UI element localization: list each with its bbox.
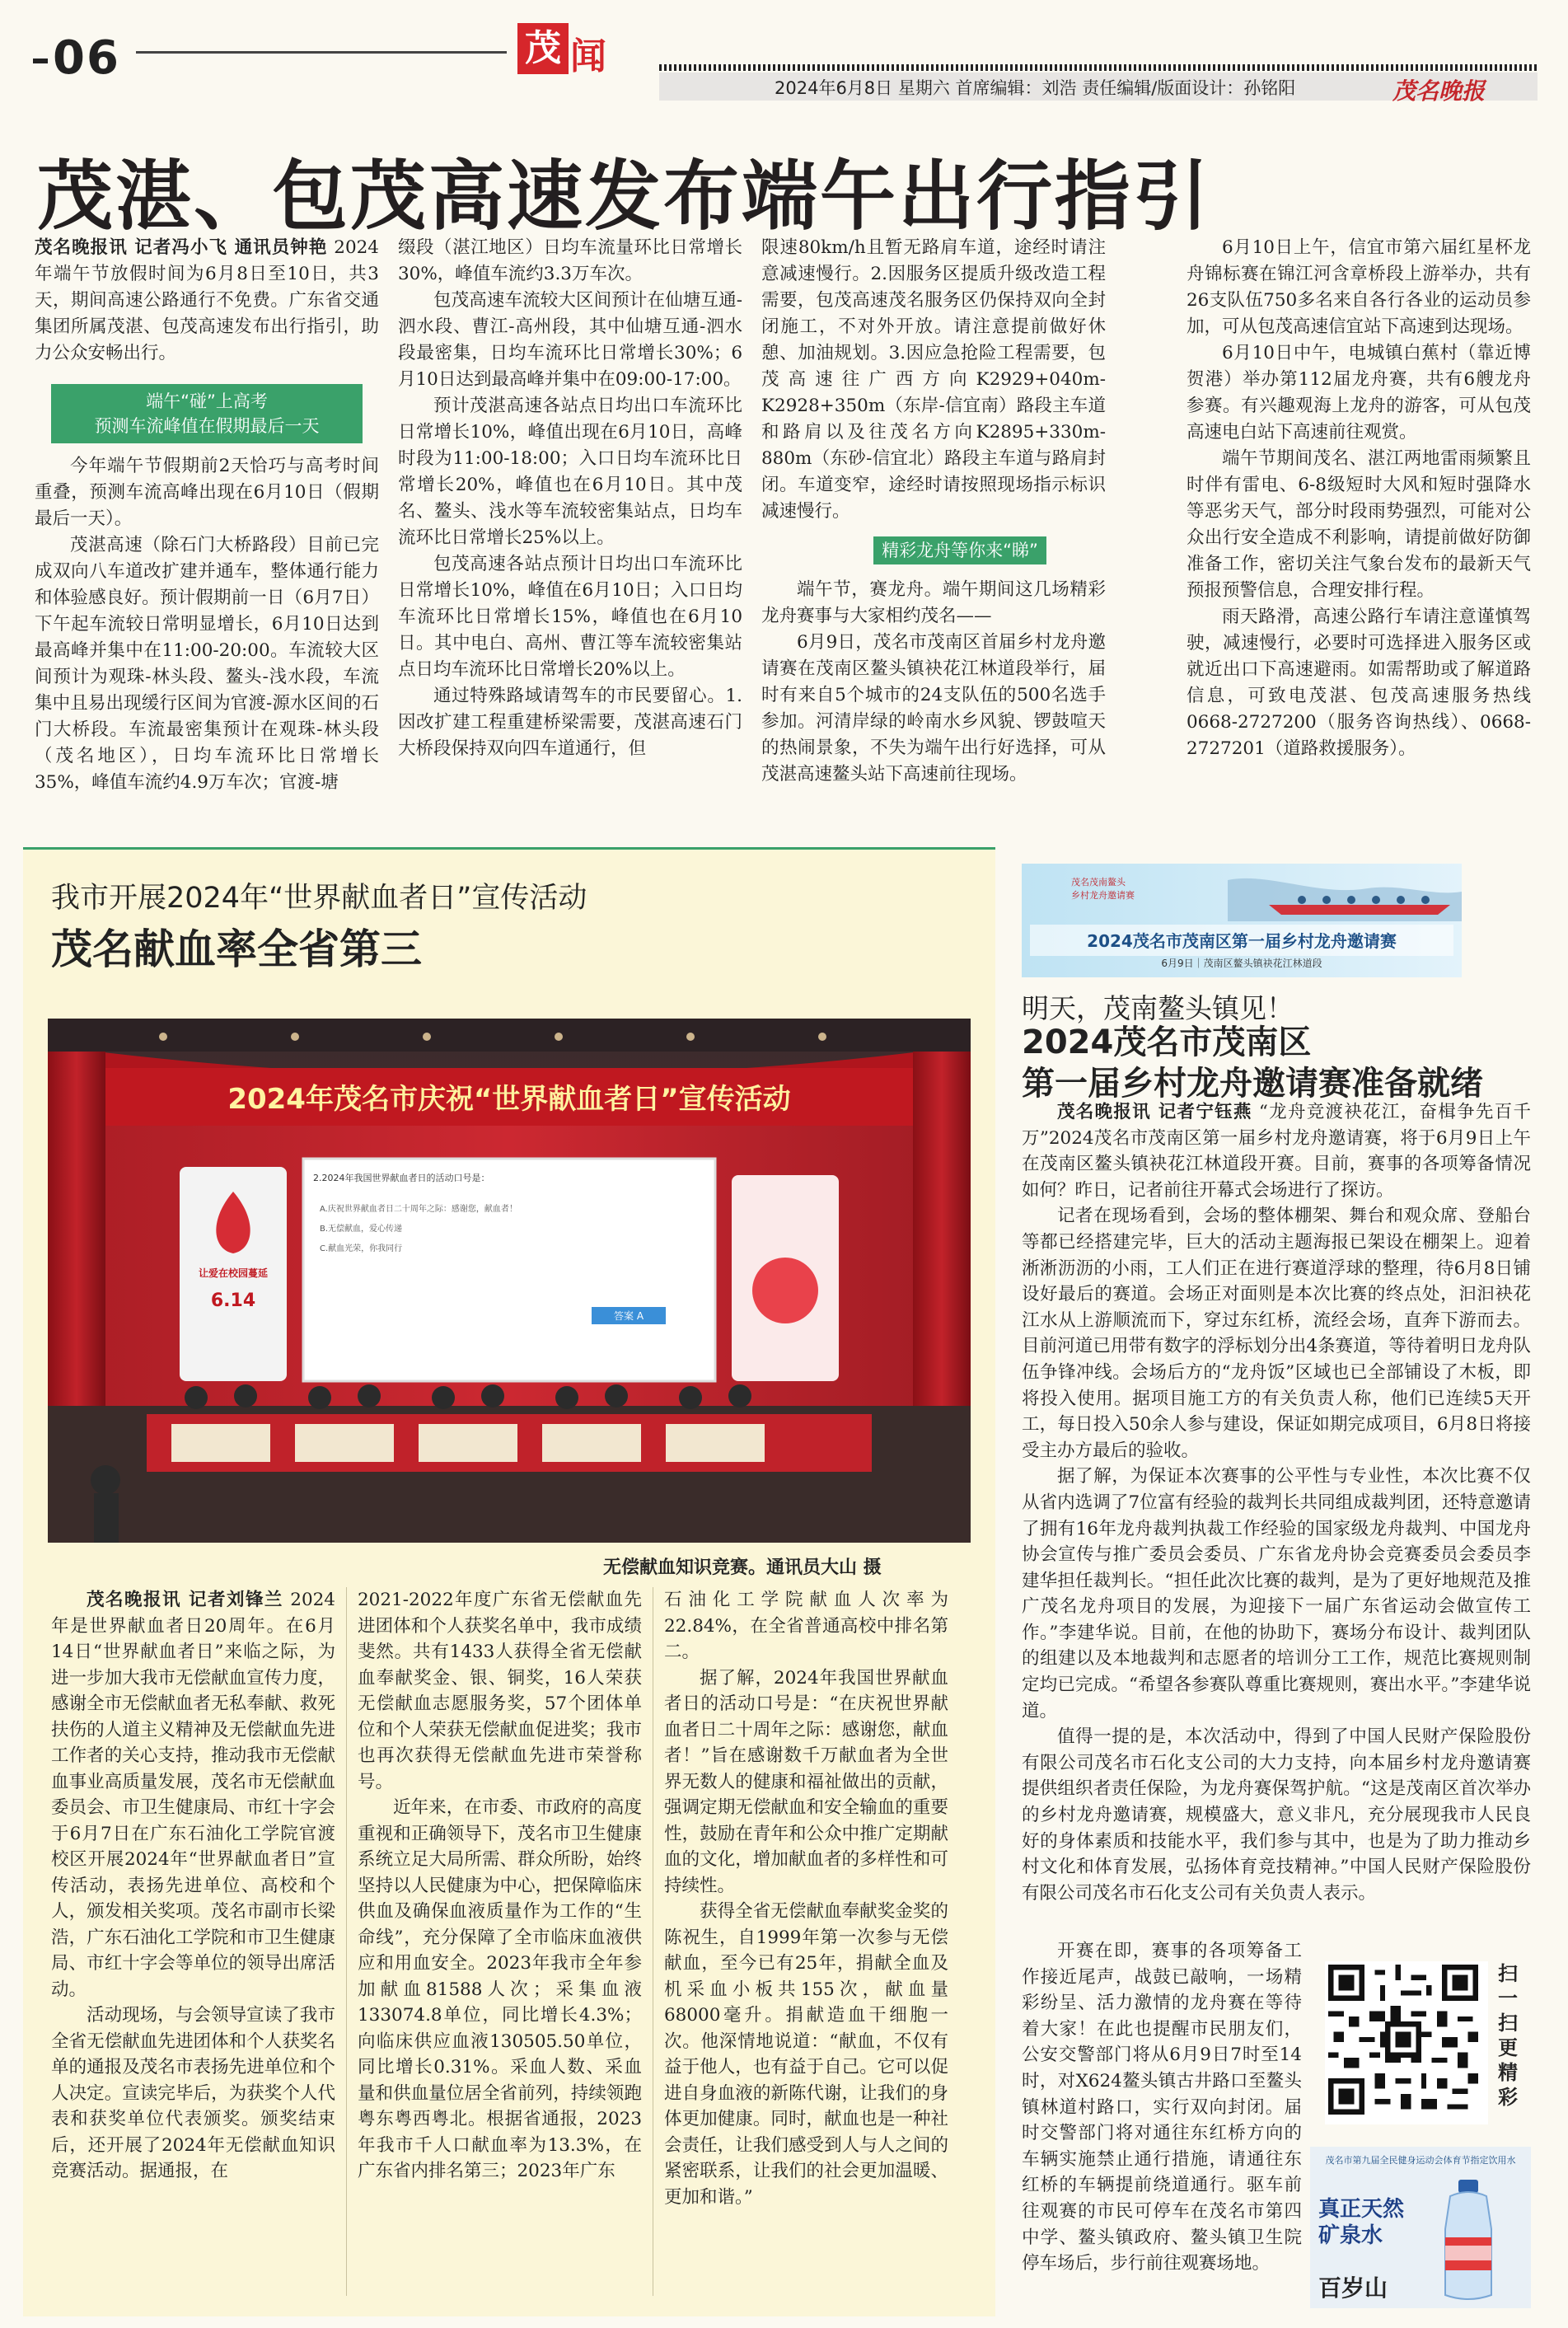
dragon-col-top <box>1022 1099 1531 1906</box>
dragon-subtitle: 明天，茂南鳌头镇见！ <box>1022 992 1294 1024</box>
screen-option: C.献血光荣，你我同行 <box>320 1244 403 1253</box>
paragraph: 包茂高速车流较大区间预计在仙塘互通-泗水段、曹江-高州段，其中仙塘互通-泗水段最密集，日均车流环比日常增长30%；6月10日达到最高峰并集中在09:00-17:00。 <box>398 290 742 390</box>
paragraph: 6月9日，茂名市茂南区首届乡村龙舟邀请赛在茂南区鳌头镇袂花江林道段举行，届时有来自5个城市的24支队伍的500名选手参加。河清岸绿的岭南水乡风貌、锣鼓喧天的热闹景象，不失为端午出行好选择，可从茂湛高速鳌头站下高速前往现场。 <box>761 632 1106 785</box>
paragraph: 2021-2022年度广东省无偿献血先进团体和个人获奖名单中，我市成绩斐然。共有1433人获得全省无偿献血奉献奖金、银、铜奖，16人荣获无偿献血志愿服务奖，57个团体单位和个人荣获无偿献血促进奖；我市也再次获得无偿献血先进市荣誉称号。 <box>358 1590 643 1792</box>
blood-lead: 茂名晚报讯 记者刘锋兰 2024年是世界献血者日20周年。在6月14日“世界献血者日”来临之际，为进一步加大我市无偿献血宣传力度，感谢全市无偿献血者无私奉献、救死扶伤的人道主义精神及无偿献血先进工作者的关心支持，推动我市无偿献血事业高质量发展，茂名市无偿献血委员会、市卫生健康局、市红十字会于6月7日在广东石油化工学院官渡校区开展2024年“世界献血者日”宣传活动，表扬先进单位、高校和个人，颁发相关奖项。茂名市副市长梁浩，广东石油化工学院和市卫生健康局、市红十字会等单位的领导出席活动。 <box>51 1590 335 2000</box>
paragraph: 包茂高速各站点预计日均出口车流环比日常增长10%，峰值在6月10日；入口日均车流环比日常增长15%，峰值也在6月10日。其中电白、高州、曹江等车流较密集站点日均车流环比日常增长20%以上。 <box>398 554 742 680</box>
story1-col3 <box>761 235 1106 525</box>
banner-logo-line1: 茂名茂南鳌头 <box>1071 877 1126 888</box>
paragraph: 限速80km/h且暂无路肩车道，途经时请注意减速慢行。2.因服务区提质升级改造工程需要，包茂高速茂名服务区仍保持双向全封闭施工，不对外开放。请注意提前做好休憩、加油规划。3.因应急抢险工程需要，包茂高速往广西方向K2929+040m-K2928+350m（东岸-信宜南）路段主车道和路肩以及往茂名方向K2895+330m-880m（东砂-信宜北）路段主车道与路肩封闭。车道变窄，途经时请按照现场指示标识减速慢行。 <box>761 237 1106 522</box>
paragraph: 端午节期间茂名、湛江两地雷雨频繁且时伴有雷电、6-8级短时大风和短时强降水等恶劣天气，部分时段雨势强烈，可能对公众出行安全造成不利影响，请提前做好防御准备工作，密切关注气象台发布的最新天气预报预警信息，合理安排行程。 <box>1187 448 1531 601</box>
header-rule <box>136 51 507 54</box>
blood-col3 <box>664 1587 948 2210</box>
dragon-lead: 茂名晚报讯 记者宁钰燕 “龙舟竞渡袂花江，奋楫争先百千万”2024茂名市茂南区第一届乡村龙舟邀请赛，将于6月9日上午在茂南区鳌头镇袂花江林道段开赛。目前，赛事的各项筹备情况如何？昨日，记者前往开幕式会场进行了探访。 <box>1022 1102 1531 1201</box>
blood-col1 <box>51 1587 335 2185</box>
story1-col1b <box>35 453 379 796</box>
ad-brand-text: 百岁山 <box>1318 2274 1388 2302</box>
blood-subtitle: 我市开展2024年“世界献血者日”宣传活动 <box>51 882 587 915</box>
paragraph: 今年端午节假期前2天恰巧与高考时间重叠，预测车流高峰出现在6月10日（假期最后一天）。 <box>35 456 379 529</box>
screen-option: B.无偿献血，爱心传递 <box>320 1225 403 1234</box>
dragon-title-line1: 2024茂名市茂南区 <box>1022 1023 1312 1061</box>
banner-subtitle: 6月9日｜茂南区鳌头镇袂花江林道段 <box>1161 958 1322 969</box>
paragraph: 6月10日中午，电城镇白蕉村（靠近博贺港）举办第112届龙舟赛，共有6艘龙舟参赛。有兴趣观海上龙舟的游客，可从包茂高速电白站下高速前往观赏。 <box>1187 343 1531 443</box>
dragon-title <box>1022 1022 1483 1104</box>
water-bottle-icon <box>1425 2180 1524 2303</box>
story1-subhead2 <box>873 536 1046 564</box>
scan-prompt: 扫一扫更精彩 <box>1498 1962 1518 2109</box>
photo-caption: 无偿献血知识竞赛。通讯员大山 摄 <box>603 1557 882 1578</box>
story1-lead: 茂名晚报讯 记者冯小飞 通讯员钟艳 2024年端午节放假时间为6月8日至10日，共3天，期间高速公路通行不免费。广东省交通集团所属茂湛、包茂高速发布出行指引，助力公众安畅出行。 <box>35 237 379 363</box>
paragraph: 记者在现场看到，会场的整体棚架、舞台和观众席、登船台等都已经搭建完毕，巨大的活动主题海报已架设在棚架上。迎着淅淅沥沥的小雨，工人们正在进行赛道浮球的整理，待6月8日铺设好最后的赛道。会场正对面则是本次比赛的终点处，汩汩袂花江水从上游顺流而下，穿过东红桥，流经会场，直奔下游而去。目前河道已用带有数字的浮标划分出4条赛道，等待着明日龙舟队伍争锋冲线。会场后方的“龙舟饭”区域也已全部铺设了木板，即将投入使用。据项目施工方的有关负责人称，他们已连续5天开工，每日投入50余人参与建设，保证如期完成项目，6月8日将接受主办方最后的验收。 <box>1022 1206 1531 1461</box>
paragraph: 缀段（湛江地区）日均车流量环比日常增长30%，峰值车流约3.3万车次。 <box>398 237 742 284</box>
screen-answer-label <box>592 1307 666 1324</box>
blood-photo <box>48 1019 971 1543</box>
main-headline: 茂湛、包茂高速发布端午出行指引 <box>37 152 1212 241</box>
banner-logo-line2: 乡村龙舟邀请赛 <box>1071 890 1135 901</box>
paragraph: 值得一提的是，本次活动中，得到了中国人民财产保险股份有限公司茂名市石化支公司的大力支持，向本届乡村龙舟邀请赛提供组织者责任保险，为龙舟赛保驾护航。“这是茂南区首次举办的乡村龙舟邀请赛，规模盛大，意义非凡，充分展现我市人民良好的身体素质和技能水平，我们参与其中，也是为了助力推动乡村文化和体育发展，弘扬体育竞技精神。”中国人民财产保险股份有限公司茂名市石化支公司有关负责人表示。 <box>1022 1726 1531 1904</box>
paragraph: 获得全省无偿献血奉献奖金奖的陈祝生，自1999年第一次参与无偿献血，至今已有25年，捐献全血及机采血小板共155次，献血量68000毫升。捐献造血干细胞一次。他深情地说道：“献血，不仅有益于他人，也有益于自己。它可以促进自身血液的新陈代谢，让我们的身体更加健康。同时，献血也是一种社会责任，让我们感受到人与人之间的紧密联系，让我们的社会更加温暖、更加和谐。” <box>664 1901 948 2208</box>
header-info: 2024年6月8日 星期六 首席编辑：刘浩 责任编辑/版面设计：孙铭阳 <box>775 78 1296 98</box>
paragraph: 近年来，在市委、市政府的高度重视和正确领导下，茂名市卫生健康系统立足大局所需、群众所盼，始终坚持以人民健康为中心，把保障临床供血及确保血液质量作为工作的“生命线”，充分保障了全市临床血液供应和用血安全。2023年我市全年参加献血81588人次；采集血液133074.8单位，同比增长4.3%；向临床供应血液130505.50单位，同比增长0.31%。采血人数、采血量和供血量位居全省前列，持续领跑粤东粤西粤北。根据省通报，2023年我市千人口献血率为13.3%，在广东省内排名第三；2023年广东 <box>358 1797 642 2181</box>
screen-option: A.庆祝世界献血者日二十周年之际：感谢您，献血者！ <box>320 1205 517 1214</box>
paragraph: 活动现场，与会领导宣读了我市全省无偿献血先进团体和个人获奖名单的通报及茂名市表扬先进单位和个人决定。宣读完毕后，为获奖个人代表和获奖单位代表颁奖。颁奖结束后，还开展了2024年无偿献血知识竞赛活动。据通报，在 <box>51 2005 335 2181</box>
story1-col2 <box>398 235 742 762</box>
dragon-title-line2: 第一届乡村龙舟邀请赛准备就绪 <box>1022 1065 1483 1103</box>
newspaper-brand: 茂名晚报 <box>1392 77 1486 105</box>
subhead2-text: 精彩龙舟等你来“睇” <box>882 541 1038 560</box>
column-divider <box>346 1587 347 2296</box>
paragraph: 石油化工学院献血人次率为22.84%，在全省普通高校中排名第二。 <box>664 1590 948 1662</box>
section-char: 闻 <box>570 35 606 77</box>
screen-title: 2.2024年我国世界献血者日的活动口号是： <box>313 1173 490 1183</box>
story1-col3b <box>761 577 1106 788</box>
paragraph: 通过特殊路域请驾车的市民要留心。1.因改扩建工程重建桥梁需要，茂湛高速石门大桥段保持双向四车道通行，但 <box>398 686 742 759</box>
section-char-box: 茂 <box>517 23 569 74</box>
paragraph: 端午节，赛龙舟。端午期间这几场精彩龙舟赛事与大家相约茂名—— <box>761 579 1106 626</box>
backdrop-date: 6.14 <box>210 1290 256 1311</box>
answer-value: A <box>636 1310 644 1322</box>
paragraph: 预计茂湛高速各站点日均出口车流环比日常增长10%，峰值出现在6月10日，高峰时段为11:00-18:00；入口日均车流环比日常增长20%，峰值也在6月10日。其中茂名、鳌头、浅水等车流较密集站点，日均车流环比日常增长25%以上。 <box>398 396 742 548</box>
paragraph: 雨天路滑，高速公路行车请注意谨慎驾驶，减速慢行，必要时可选择进入服务区或就近出口下高速避雨。如需帮助或了解道路信息，可致电茂湛、包茂高速服务热线0668-2727200（服务咨询热线）、0668-2727201（道路救援服务）。 <box>1187 607 1531 759</box>
photo-banner: 2024年茂名市庆祝“世界献血者日”宣传活动 <box>227 1083 791 1116</box>
story1-col4 <box>1187 235 1531 762</box>
paragraph: 据了解，为保证本次赛事的公平性与专业性，本次比赛不仅从省内选调了7位富有经验的裁判长共同组成裁判团，还特意邀请了拥有16年龙舟裁判执裁工作经验的国家级龙舟裁判、中国龙舟协会宣传与推广委员会委员、广东省龙舟协会竞赛委员会委员李建华担任裁判长。“担任此次比赛的裁判，是为了更好地规范及推广茂名龙舟项目的发展，为迎接下一届广东省运动会做宣传工作。”李建华说。目前，在他的协助下，赛场分布设计、裁判团队的组建以及本地裁判和志愿者的培训分工工作，规范比赛规则制定均已完成。“希望各参赛队尊重比赛规则，赛出水平。”李建华说道。 <box>1022 1466 1531 1721</box>
paragraph: 据了解，2024年我国世界献血者日的活动口号是：“在庆祝世界献血者日二十周年之际：感谢您，献血者！”旨在感谢数千万献血者为全世界无数人的健康和福祉做出的贡献，强调定期无偿献血和安全输血的重要性，鼓励在青年和公众中推广定期献血的文化，增加献血者的多样性和可持续性。 <box>664 1667 948 1896</box>
dragon-boat-banner <box>1022 864 1462 977</box>
qr-code-icon <box>1328 1965 1478 2115</box>
subhead1-line2: 预测车流峰值在假期最后一天 <box>94 416 320 436</box>
page-number: 06 <box>33 31 120 85</box>
paragraph: 6月10日上午，信宜市第六届红星杯龙舟锦标赛在锦江河含章桥段上游举办，共有26支队伍750多名来自各行各业的运动员参加，可从包茂高速信宜站下高速到达现场。 <box>1187 237 1531 337</box>
blood-col2 <box>358 1587 642 2185</box>
section-mark <box>517 23 626 77</box>
qr-code[interactable] <box>1325 1961 1488 2124</box>
backdrop-slogan: 让爱在校园蔓延 <box>198 1267 268 1279</box>
blood-title: 茂名献血率全省第三 <box>51 925 422 973</box>
banner-title: 2024茂名市茂南区第一届乡村龙舟邀请赛 <box>1087 931 1397 951</box>
water-advertisement[interactable] <box>1310 2147 1531 2308</box>
subhead1-line1: 端午“碰”上高考 <box>146 391 268 411</box>
story1-subhead1 <box>51 384 363 443</box>
story1-col1 <box>35 235 379 367</box>
paragraph: 茂湛高速（除石门大桥路段）目前已完成双向八车道改扩建并通车，整体通行能力和体验感良好。预计假期前一日（6月7日）下午起车流较日常明显增长，6月10日达到最高峰并集中在11:00-20:00。车流较大区间预计为观珠-林头段、鳌头-浅水段，车流集中且易出现缓行区间为官渡-源水区间的石门大桥段。车流最密集预计在观珠-林头段（茂名地区），日均车流环比日常增长35%，峰值车流约4.9万车次；官渡-塘 <box>35 535 379 793</box>
ad-top-text: 茂名市第九届全民健身运动会体育节指定饮用水 <box>1325 2155 1516 2166</box>
answer-label-text: 答案 <box>613 1310 634 1322</box>
ad-main-text: 真正天然矿泉水 <box>1318 2197 1405 2248</box>
dragon-col-bottom <box>1022 1938 1302 2277</box>
paragraph: 开赛在即，赛事的各项筹备工作接近尾声，战鼓已敲响，一场精彩纷呈、活力激情的龙舟赛在等待着大家！在此也提醒市民朋友们，公安交警部门将从6月9日7时至14时，对X624鳌头镇古井路口至鳌头镇林道村路口，实行双向封闭。届时交警部门将对通往东红桥方向的车辆实施禁止通行措施，请通往东红桥的车辆提前绕道通行。驱车前往观赛的市民可停车在茂名市第四中学、鳌头镇政府、鳌头镇卫生院停车场后，步行前往观赛场地。 <box>1022 1941 1302 2274</box>
